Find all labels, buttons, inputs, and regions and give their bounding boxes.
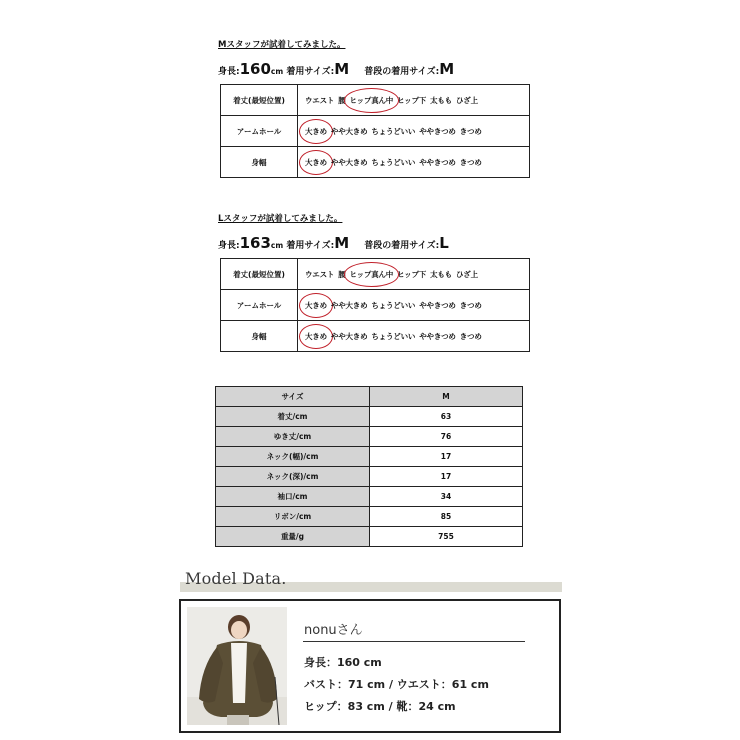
- table-row: [216, 507, 523, 527]
- fit-option-selected: 大きめ: [305, 331, 327, 341]
- size-table-value: 76: [370, 427, 523, 447]
- fit-row-options: [298, 290, 530, 321]
- table-row: [221, 290, 530, 321]
- table-row: [221, 321, 530, 352]
- size-table-key: ネック(幅)/cm: [216, 447, 370, 467]
- model-card: [179, 599, 561, 733]
- fit-option: きつめ: [459, 331, 482, 341]
- staff-m-usual-value: M: [439, 60, 455, 78]
- fit-row-label: 身幅: [221, 321, 298, 352]
- table-row: [221, 116, 530, 147]
- staff-m-height-unit: cm: [270, 67, 284, 76]
- fit-option-selected: 大きめ: [305, 300, 327, 310]
- fit-option: ちょうどいい: [371, 300, 416, 310]
- model-hip-shoe: ヒップ：83 cm / 靴：24 cm: [304, 700, 456, 713]
- fit-option: ひざ上: [455, 269, 478, 279]
- staff-m-info: [218, 60, 530, 81]
- fit-option-selected: 大きめ: [305, 126, 327, 136]
- size-table-header: [216, 387, 523, 407]
- fit-option: やや大きめ: [330, 331, 368, 341]
- table-row: [216, 467, 523, 487]
- staff-m-worn-value: M: [334, 60, 350, 78]
- fit-option: きつめ: [459, 157, 482, 167]
- staff-m-height-value: 160: [239, 60, 271, 78]
- model-bust-waist: バスト：71 cm / ウエスト：61 cm: [304, 678, 489, 691]
- table-row: [216, 447, 523, 467]
- fit-row-options: [298, 147, 530, 178]
- staff-l-section: [218, 212, 530, 352]
- fit-option: ひざ上: [455, 95, 478, 105]
- size-table-value: 34: [370, 487, 523, 507]
- staff-l-height-value: 163: [239, 234, 271, 252]
- staff-m-height-label: 身長:: [218, 67, 240, 77]
- model-photo-image: [187, 607, 287, 725]
- fit-option: 腰: [338, 269, 346, 279]
- table-row: [216, 427, 523, 447]
- table-row: [216, 527, 523, 547]
- staff-l-worn-value: M: [334, 234, 350, 252]
- size-table-value: 17: [370, 467, 523, 487]
- staff-m-usual-label: 普段の着用サイズ:: [364, 67, 440, 77]
- staff-l-usual-value: L: [439, 234, 449, 252]
- staff-m-fit-table: [220, 84, 530, 178]
- fit-option: ややきつめ: [419, 300, 456, 310]
- fit-option: 太もも: [430, 95, 452, 105]
- fit-option: ウエスト: [305, 269, 335, 279]
- fit-row-label: 身幅: [221, 147, 298, 178]
- staff-m-title: Mスタッフが試着してみました。: [218, 40, 346, 50]
- size-table-value: 755: [370, 527, 523, 547]
- size-table-key: リボン/cm: [216, 507, 370, 527]
- staff-l-usual-label: 普段の着用サイズ:: [364, 241, 440, 251]
- staff-l-height-unit: cm: [270, 241, 284, 250]
- fit-option: やや大きめ: [330, 157, 368, 167]
- staff-m-section: [218, 38, 530, 178]
- table-row: [221, 259, 530, 290]
- size-table-header-cell: M: [370, 387, 523, 407]
- fit-row-options: [298, 259, 530, 290]
- fit-row-options: [298, 85, 530, 116]
- staff-l-info: [218, 234, 530, 255]
- size-table-key: 着丈/cm: [216, 407, 370, 427]
- table-row: [221, 147, 530, 178]
- fit-option: やや大きめ: [330, 300, 368, 310]
- fit-option: ちょうどいい: [371, 126, 416, 136]
- size-table-value: 63: [370, 407, 523, 427]
- table-row: [216, 407, 523, 427]
- fit-option: ちょうどいい: [371, 157, 416, 167]
- fit-option: ヒップ下: [397, 269, 427, 279]
- fit-row-label: アームホール: [221, 290, 298, 321]
- fit-option: 腰: [338, 95, 346, 105]
- size-table-key: ゆき丈/cm: [216, 427, 370, 447]
- fit-option: ややきつめ: [419, 331, 456, 341]
- staff-l-fit-table: [220, 258, 530, 352]
- fit-row-label: 着丈(最短位置): [221, 259, 298, 290]
- fit-option-selected: ヒップ真ん中: [349, 269, 394, 279]
- fit-option: 太もも: [430, 269, 452, 279]
- fit-option: ややきつめ: [419, 157, 456, 167]
- fit-option: ヒップ下: [397, 95, 427, 105]
- staff-l-height-label: 身長:: [218, 241, 240, 251]
- fit-option: ウエスト: [305, 95, 335, 105]
- size-table-header-cell: サイズ: [216, 387, 370, 407]
- model-divider: [303, 641, 525, 642]
- staff-l-worn-label: 着用サイズ:: [286, 241, 335, 251]
- fit-row-label: アームホール: [221, 116, 298, 147]
- staff-l-title: Lスタッフが試着してみました。: [218, 214, 343, 224]
- model-photo: [187, 607, 287, 725]
- fit-option: きつめ: [459, 126, 482, 136]
- fit-row-options: [298, 321, 530, 352]
- fit-option: やや大きめ: [330, 126, 368, 136]
- size-table-key: 袖口/cm: [216, 487, 370, 507]
- table-row: [221, 85, 530, 116]
- size-table-value: 85: [370, 507, 523, 527]
- fit-row-label: 着丈(最短位置): [221, 85, 298, 116]
- size-table-value: 17: [370, 447, 523, 467]
- fit-option-selected: ヒップ真ん中: [349, 95, 394, 105]
- size-table-key: 重量/g: [216, 527, 370, 547]
- fit-option-selected: 大きめ: [305, 157, 327, 167]
- fit-row-options: [298, 116, 530, 147]
- size-table-key: ネック(深)/cm: [216, 467, 370, 487]
- size-table: [215, 386, 523, 547]
- model-height: 身長：160 cm: [304, 656, 382, 669]
- fit-option: ややきつめ: [419, 126, 456, 136]
- model-name: nonuさん: [304, 623, 363, 638]
- fit-option: きつめ: [459, 300, 482, 310]
- table-row: [216, 487, 523, 507]
- fit-option: ちょうどいい: [371, 331, 416, 341]
- model-heading: Model Data.: [185, 569, 287, 588]
- staff-m-worn-label: 着用サイズ:: [286, 67, 335, 77]
